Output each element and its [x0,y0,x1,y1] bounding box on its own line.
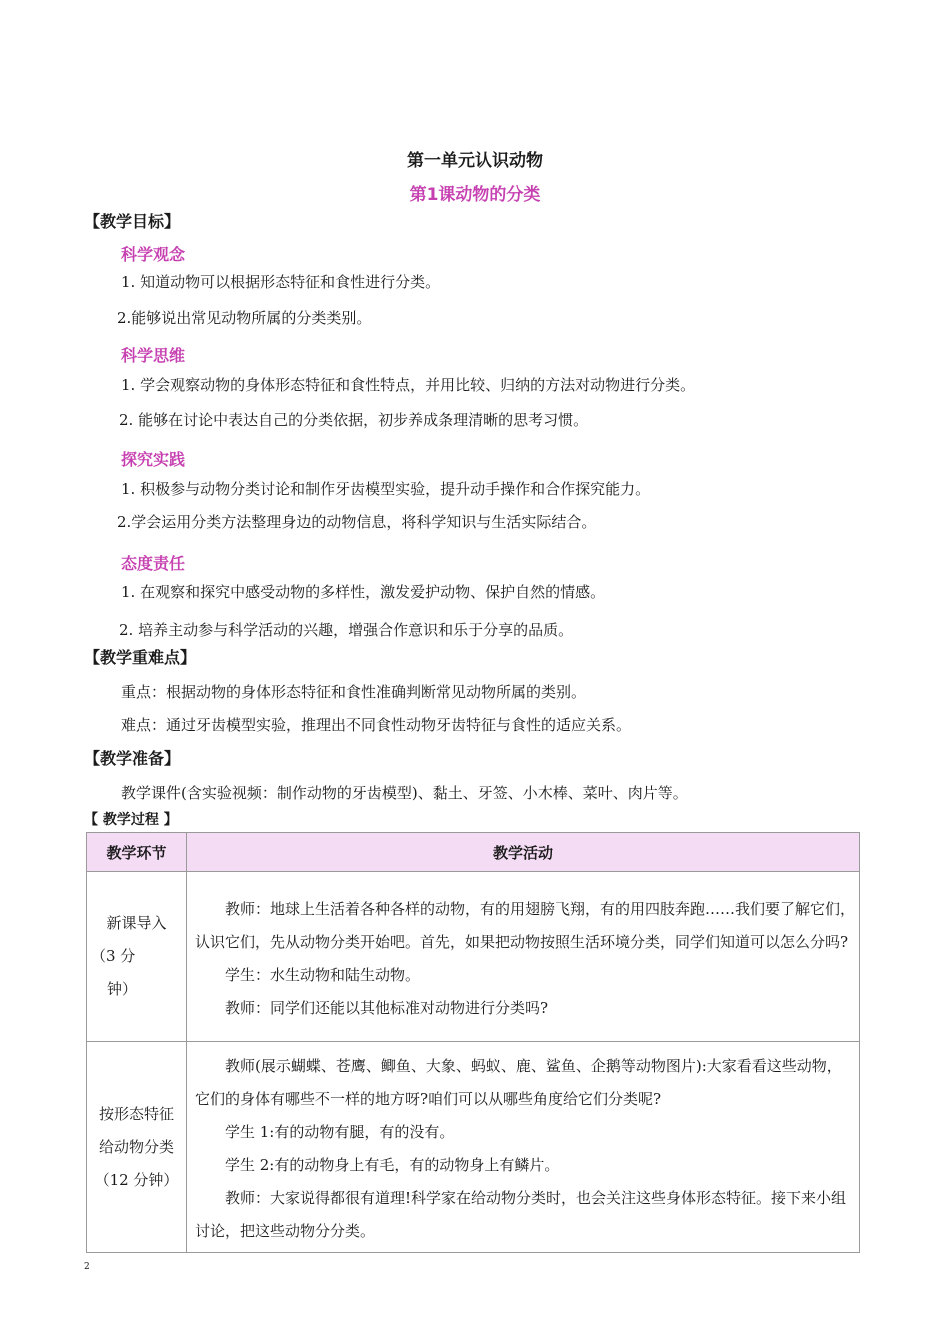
stage-time: （12 分钟） [94,1170,179,1189]
table-row [87,1042,860,1253]
stage-label: 按形态特征 [98,1104,174,1123]
teaching-process-table [86,832,860,1253]
group-title-practice: 探究实践 [121,450,186,469]
unit-title: 第一单元认识动物 [407,151,543,171]
stage-time: （3 分 [91,947,136,965]
process-header: 【 教学过程 】 [84,812,178,828]
objective-item: 2. 培养主动参与科学活动的兴趣，增强合作意识和乐于分享的品质。 [119,621,574,639]
preparation-header: 【教学准备】 [84,749,181,768]
activity-paragraph: 教师：同学们还能以其他标准对动物进行分类吗? [225,998,549,1017]
page-number: 2 [84,1262,90,1272]
stage-cell [87,1042,187,1253]
objective-item: 1. 在观察和探究中感受动物的多样性，激发爱护动物、保护自然的情感。 [121,583,606,601]
activity-paragraph: 教师：地球上生活着各种各样的动物，有的用翅膀飞翔，有的用四肢奔跑……我们要了解它们，认识它们，先从动物分类开始吧。首先，如果把动物按照生活环境分类，同学们知道可以怎么分吗? [195,899,856,951]
column-header-stage: 教学环节 [87,833,187,872]
activity-paragraph: 教师：大家说得都很有道理!科学家在给动物分类时，也会关注这些身体形态特征。接下来小组讨论，把这些动物分分类。 [195,1189,847,1240]
objective-item: 1. 学会观察动物的身体形态特征和食性特点，并用比较、归纳的方法对动物进行分类。 [121,376,696,394]
column-header-activity: 教学活动 [187,833,860,872]
stage-cell [87,872,187,1042]
difficult-point-item: 难点：通过牙齿模型实验，推理出不同食性动物牙齿特征与食性的适应关系。 [121,716,632,734]
activity-paragraph: 学生：水生动物和陆生动物。 [225,965,421,984]
objective-item: 2.能够说出常见动物所属的分类类别。 [117,309,372,327]
group-title-concept: 科学观念 [121,245,186,264]
activity-paragraph: 学生 1:有的动物有腿，有的没有。 [225,1123,455,1141]
key-points-header: 【教学重难点】 [84,648,197,667]
objective-item: 1. 积极参与动物分类讨论和制作牙齿模型实验，提升动手操作和合作探究能力。 [121,480,651,498]
lesson-title: 第1课动物的分类 [409,185,541,205]
group-title-thinking: 科学思维 [121,346,186,365]
stage-label: 给动物分类 [98,1137,174,1156]
activity-cell [187,1042,860,1253]
objectives-header: 【教学目标】 [84,212,181,231]
stage-time: 钟） [107,980,138,998]
key-point-item: 重点：根据动物的身体形态特征和食性准确判断常见动物所属的类别。 [121,683,587,701]
objective-item: 1. 知道动物可以根据形态特征和食性进行分类。 [121,273,441,291]
preparation-text: 教学课件(含实验视频：制作动物的牙齿模型)、黏土、牙签、小木棒、菜叶、肉片等。 [121,784,688,802]
activity-paragraph: 学生 2:有的动物身上有毛，有的动物身上有鳞片。 [225,1156,560,1174]
group-title-attitude: 态度责任 [121,554,186,573]
activity-cell [187,872,860,1042]
stage-label: 新课导入 [106,914,167,932]
table-row [87,872,860,1042]
objective-item: 2. 能够在讨论中表达自己的分类依据，初步养成条理清晰的思考习惯。 [119,411,589,429]
table-header-row [87,833,860,872]
objective-item: 2.学会运用分类方法整理身边的动物信息，将科学知识与生活实际结合。 [117,513,597,531]
activity-paragraph: 教师(展示蝴蝶、苍鹰、鲫鱼、大象、蚂蚁、鹿、鲨鱼、企鹅等动物图片):大家看看这些动物，它们的身体有哪些不一样的地方呀?咱们可以从哪些角度给它们分类呢? [195,1057,842,1108]
